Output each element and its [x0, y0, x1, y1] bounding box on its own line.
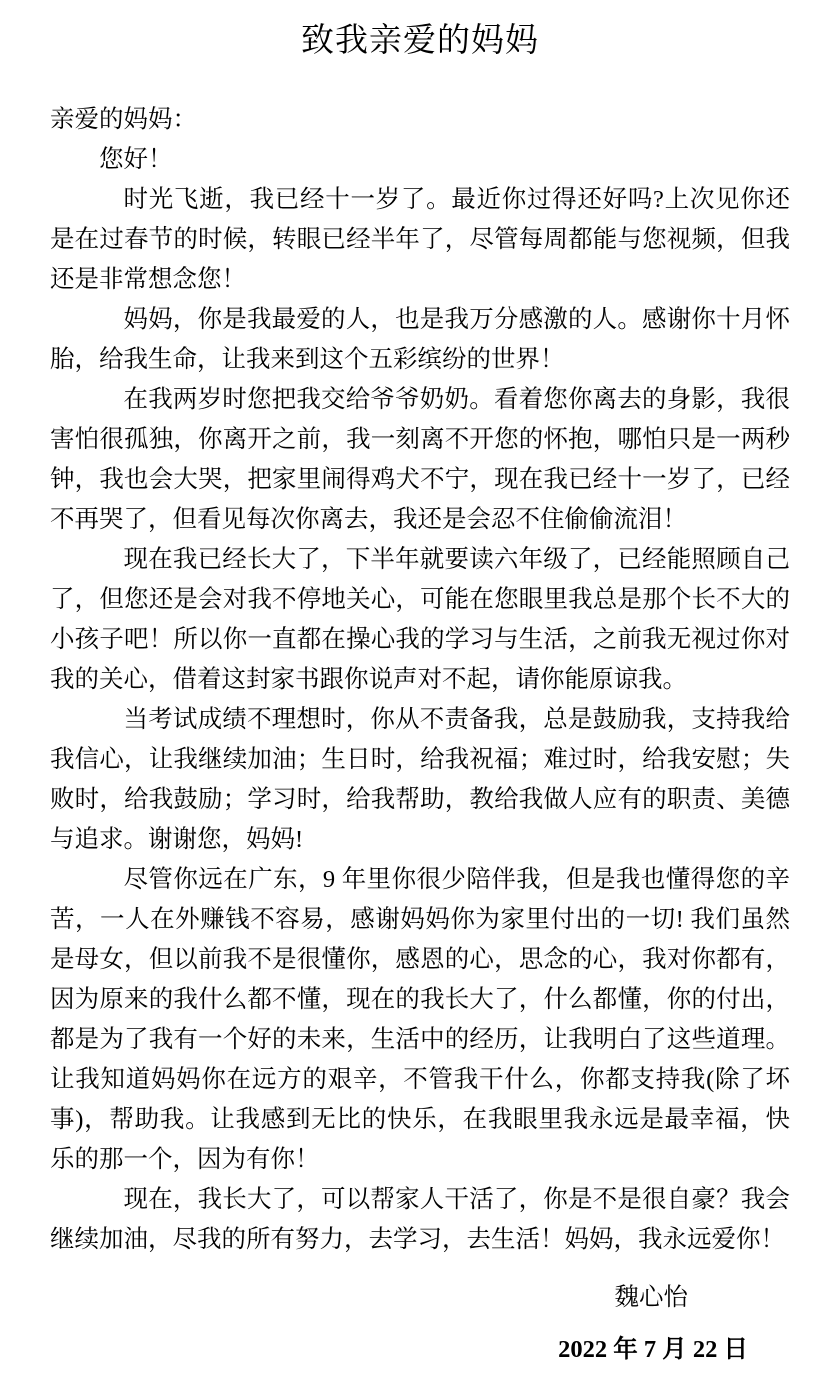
letter-paragraph: 在我两岁时您把我交给爷爷奶奶。看着您你离去的身影，我很害怕很孤独，你离开之前，我一刻离不开您的怀抱，哪怕只是一两秒钟，我也会大哭，把家里闹得鸡犬不宁，现在我已经十一岁了，已经不再哭了，但看见每次你离去，我还是会忍不住偷偷流泪！ — [50, 386, 790, 533]
letter-paragraph: 现在我已经长大了，下半年就要读六年级了，已经能照顾自己了，但您还是会对我不停地关心，可能在您眼里我总是那个长不大的小孩子吧！所以你一直都在操心我的学习与生活，之前我无视过你对我的关心，借着这封家书跟你说声对不起，请你能原谅我。 — [50, 546, 790, 693]
letter-signature: 魏心怡 — [614, 1284, 688, 1311]
letter-title: 致我亲爱的妈妈 — [301, 23, 539, 59]
letter-paragraph: 尽管你远在广东，9 年里你很少陪伴我，但是我也懂得您的辛苦，一人在外赚钱不容易，感谢妈妈你为家里付出的一切! 我们虽然是母女，但以前我不是很懂你，感恩的心，思念的心，我对你都有，因为原来的我什么都不懂，现在的我长大了，什么都懂，你的付出，都是为了我有一个好的未来，生活中的经历，让我明白了这些道理。让我知道妈妈你在远方的艰辛，不管我干什么，你都支持我(除了坏事)，帮助我。让我感到无比的快乐，在我眼里我永远是最幸福，快乐的那一个，因为有你！ — [50, 866, 790, 1173]
letter-paragraph: 时光飞逝，我已经十一岁了。最近你过得还好吗?上次见你还是在过春节的时候，转眼已经半年了，尽管每周都能与您视频，但我还是非常想念您！ — [50, 186, 790, 293]
letter-salutation: 亲爱的妈妈： — [50, 106, 197, 133]
letter-paragraph: 现在，我长大了，可以帮家人干活了，你是不是很自豪？我会继续加油，尽我的所有努力，去学习，去生活！妈妈，我永远爱你！ — [50, 1186, 790, 1253]
letter-paragraph: 妈妈，你是我最爱的人，也是我万分感激的人。感谢你十月怀胎，给我生命，让我来到这个五彩缤纷的世界！ — [50, 306, 790, 373]
letter-greeting: 您好！ — [99, 146, 173, 173]
letter-paragraph: 当考试成绩不理想时，你从不责备我，总是鼓励我，支持我给我信心，让我继续加油；生日时，给我祝福；难过时，给我安慰；失败时，给我鼓励；学习时，给我帮助，教给我做人应有的职责、美德与追求。谢谢您，妈妈! — [50, 706, 790, 853]
letter-date: 2022 年 7 月 22 日 — [558, 1336, 748, 1363]
letter-body — [50, 180, 790, 1260]
